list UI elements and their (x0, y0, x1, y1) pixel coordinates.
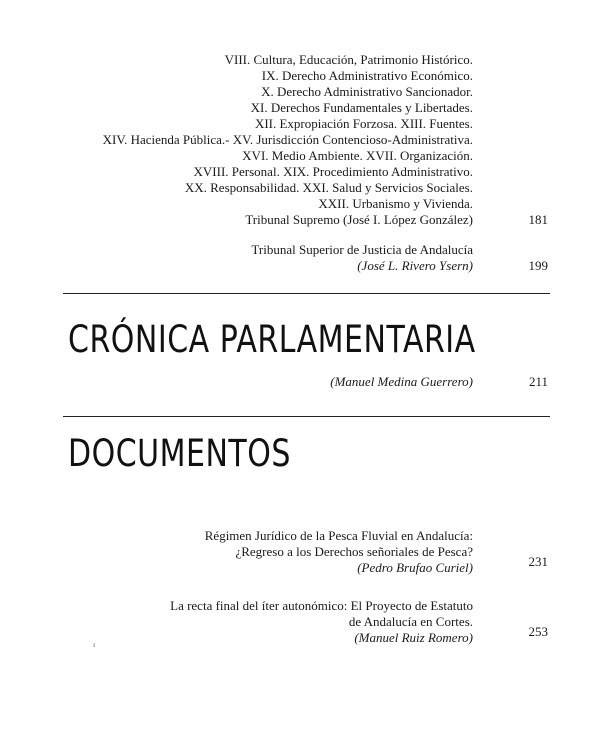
page-number: 199 (528, 258, 548, 273)
toc-topic-line: XVI. Medio Ambiente. XVII. Organización. (242, 148, 473, 163)
margin-mark: ı (93, 640, 96, 649)
toc-topic-line: XI. Derechos Fundamentales y Libertades. (250, 100, 473, 115)
toc-topic-line: X. Derecho Administrativo Sancionador. (261, 84, 473, 99)
page-number: 231 (528, 554, 548, 569)
article-title-line: de Andalucía en Cortes. (348, 614, 473, 629)
author-name: (Manuel Ruiz Romero) (354, 630, 473, 645)
toc-topic-line: XX. Responsabilidad. XXI. Salud y Servicios Sociales. (184, 180, 473, 195)
section-title-cronica: CRÓNICA PARLAMENTARIA (68, 318, 476, 362)
page-number: 253 (528, 624, 548, 639)
toc-topic-line: VIII. Cultura, Educación, Patrimonio Histórico. (224, 52, 473, 67)
page-number: 211 (528, 374, 548, 389)
article-title-line: Régimen Jurídico de la Pesca Fluvial en Andalucía: (204, 528, 473, 543)
toc-topic-line: XII. Expropiación Forzosa. XIII. Fuentes. (254, 116, 473, 131)
article-title-line: La recta final del íter autonómico: El Proyecto de Estatuto (170, 598, 473, 613)
section-divider (63, 416, 550, 417)
section-divider (63, 293, 550, 294)
toc-topic-line: XVIII. Personal. XIX. Procedimiento Administrativo. (193, 164, 473, 179)
author-name: (Manuel Medina Guerrero) (330, 374, 473, 389)
author-name: (José L. Rivero Ysern) (357, 258, 473, 273)
toc-entry-tribunal-supremo: Tribunal Supremo (José I. López González) (245, 212, 473, 227)
toc-topic-line: XXII. Urbanismo y Vivienda. (318, 196, 473, 211)
toc-entry-tsja: Tribunal Superior de Justicia de Andalucía (251, 242, 473, 257)
page-number: 181 (528, 212, 548, 227)
toc-topic-line: XIV. Hacienda Pública.- XV. Jurisdicción Contencioso-Administrativa. (102, 132, 473, 147)
section-title-documentos: DOCUMENTOS (68, 432, 291, 476)
toc-topic-line: IX. Derecho Administrativo Económico. (261, 68, 473, 83)
article-title-line: ¿Regreso a los Derechos señoriales de Pesca? (235, 544, 473, 559)
author-name: (Pedro Brufao Curiel) (357, 560, 473, 575)
